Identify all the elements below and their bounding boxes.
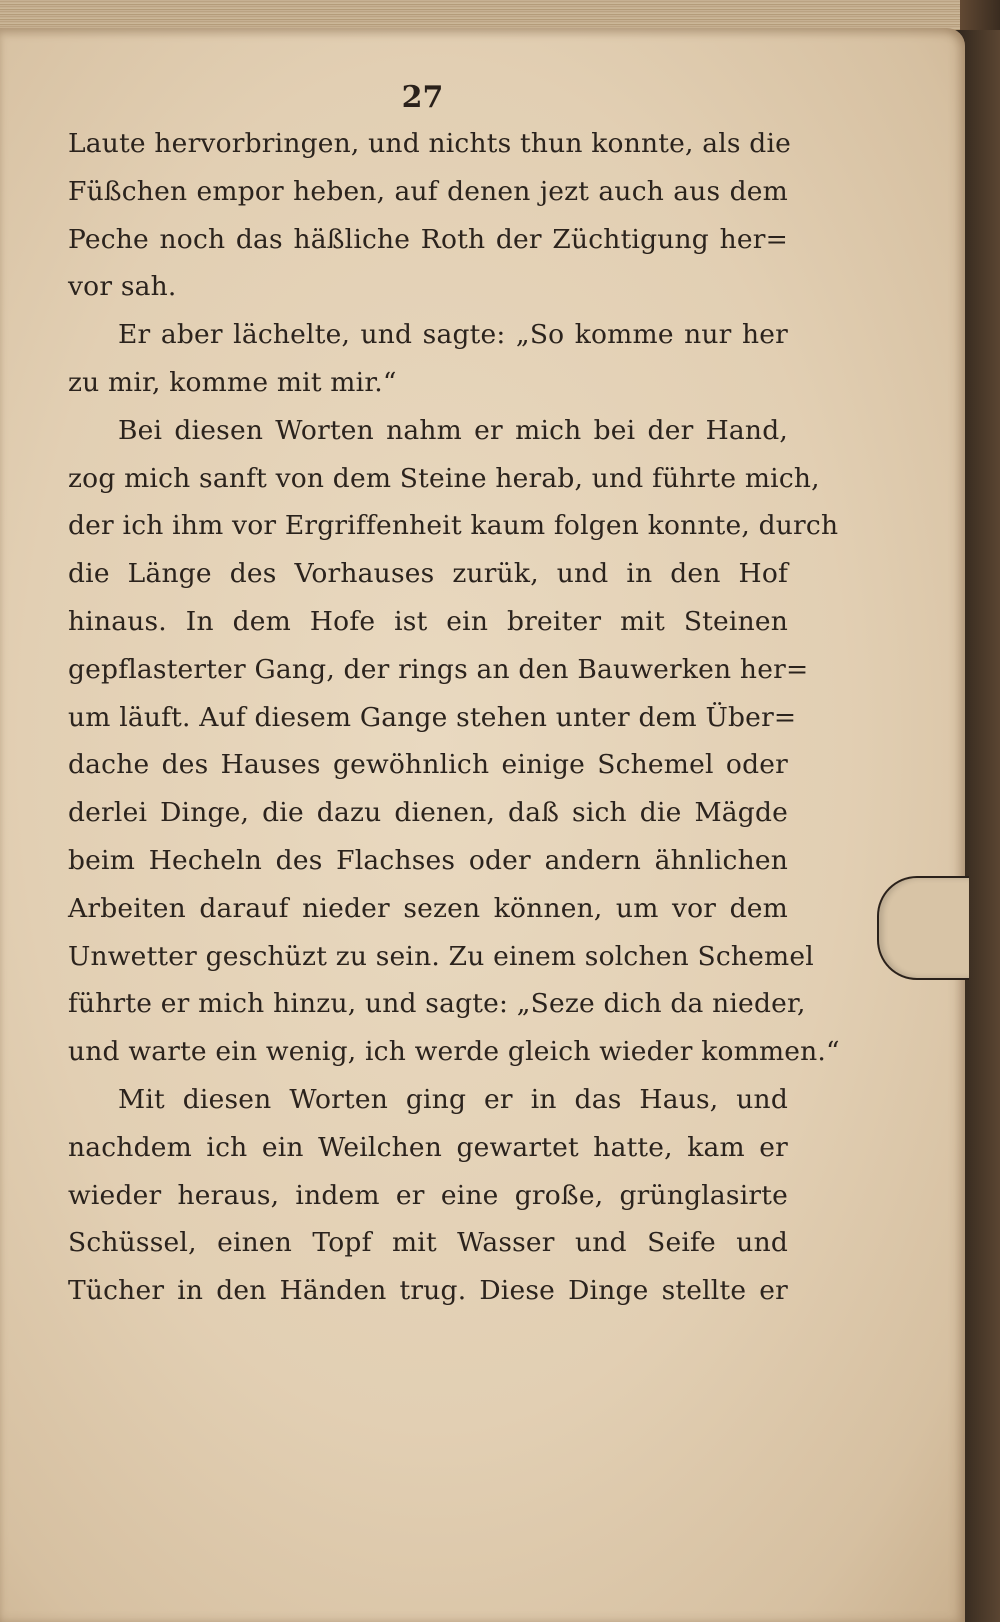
text-line: Füßchen empor heben, auf denen jezt auch aus dem <box>68 175 788 207</box>
text-line: dache des Hauses gewöhnlich einige Schemel oder <box>68 749 788 781</box>
text-line: nachdem ich ein Weilchen gewartet hatte, kam er <box>68 1131 788 1163</box>
text-line: führte er mich hinzu, und sagte: „Seze dich da nieder, <box>68 988 806 1020</box>
text-line: die Länge des Vorhauses zurük, und in den Hof <box>68 558 788 590</box>
text-line: Tücher in den Händen trug. Diese Dinge stellte er <box>68 1275 788 1307</box>
page-number: 27 <box>401 80 444 115</box>
page-tab-cutout <box>877 876 969 980</box>
text-line: zog mich sanft von dem Steine herab, und führte mich, <box>68 462 820 494</box>
text-line: zu mir, komme mit mir.“ <box>68 366 397 398</box>
text-line: um läuft. Auf diesem Gange stehen unter dem Über= <box>68 701 797 733</box>
text-line: Er aber lächelte, und sagte: „So komme nur her <box>118 319 788 351</box>
text-line: Unwetter geschüzt zu sein. Zu einem solchen Schemel <box>68 940 814 972</box>
text-line: Bei diesen Worten nahm er mich bei der Hand, <box>118 414 788 446</box>
text-line: beim Hecheln des Flachses oder andern ähnlichen <box>68 844 788 876</box>
text-line: gepflasterter Gang, der rings an den Bauwerken her= <box>68 653 809 685</box>
text-line: Arbeiten darauf nieder sezen können, um vor dem <box>68 892 788 924</box>
text-line: der ich ihm vor Ergriffenheit kaum folgen konnte, durch <box>68 510 839 542</box>
text-line: vor sah. <box>68 271 177 303</box>
body-text <box>68 120 840 1315</box>
text-line: wieder heraus, indem er eine große, grünglasirte <box>68 1179 788 1211</box>
text-line: Mit diesen Worten ging er in das Haus, und <box>118 1083 788 1115</box>
text-line: Laute hervorbringen, und nichts thun konnte, als die <box>68 128 792 159</box>
text-line: Schüssel, einen Topf mit Wasser und Seife und <box>68 1227 788 1259</box>
text-line: Peche noch das häßliche Roth der Züchtigung her= <box>68 223 788 255</box>
text-line: derlei Dinge, die dazu dienen, daß sich die Mägde <box>68 797 788 829</box>
text-line: hinaus. In dem Hofe ist ein breiter mit Steinen <box>68 605 788 637</box>
text-line: und warte ein wenig, ich werde gleich wieder kommen.“ <box>68 1036 840 1068</box>
